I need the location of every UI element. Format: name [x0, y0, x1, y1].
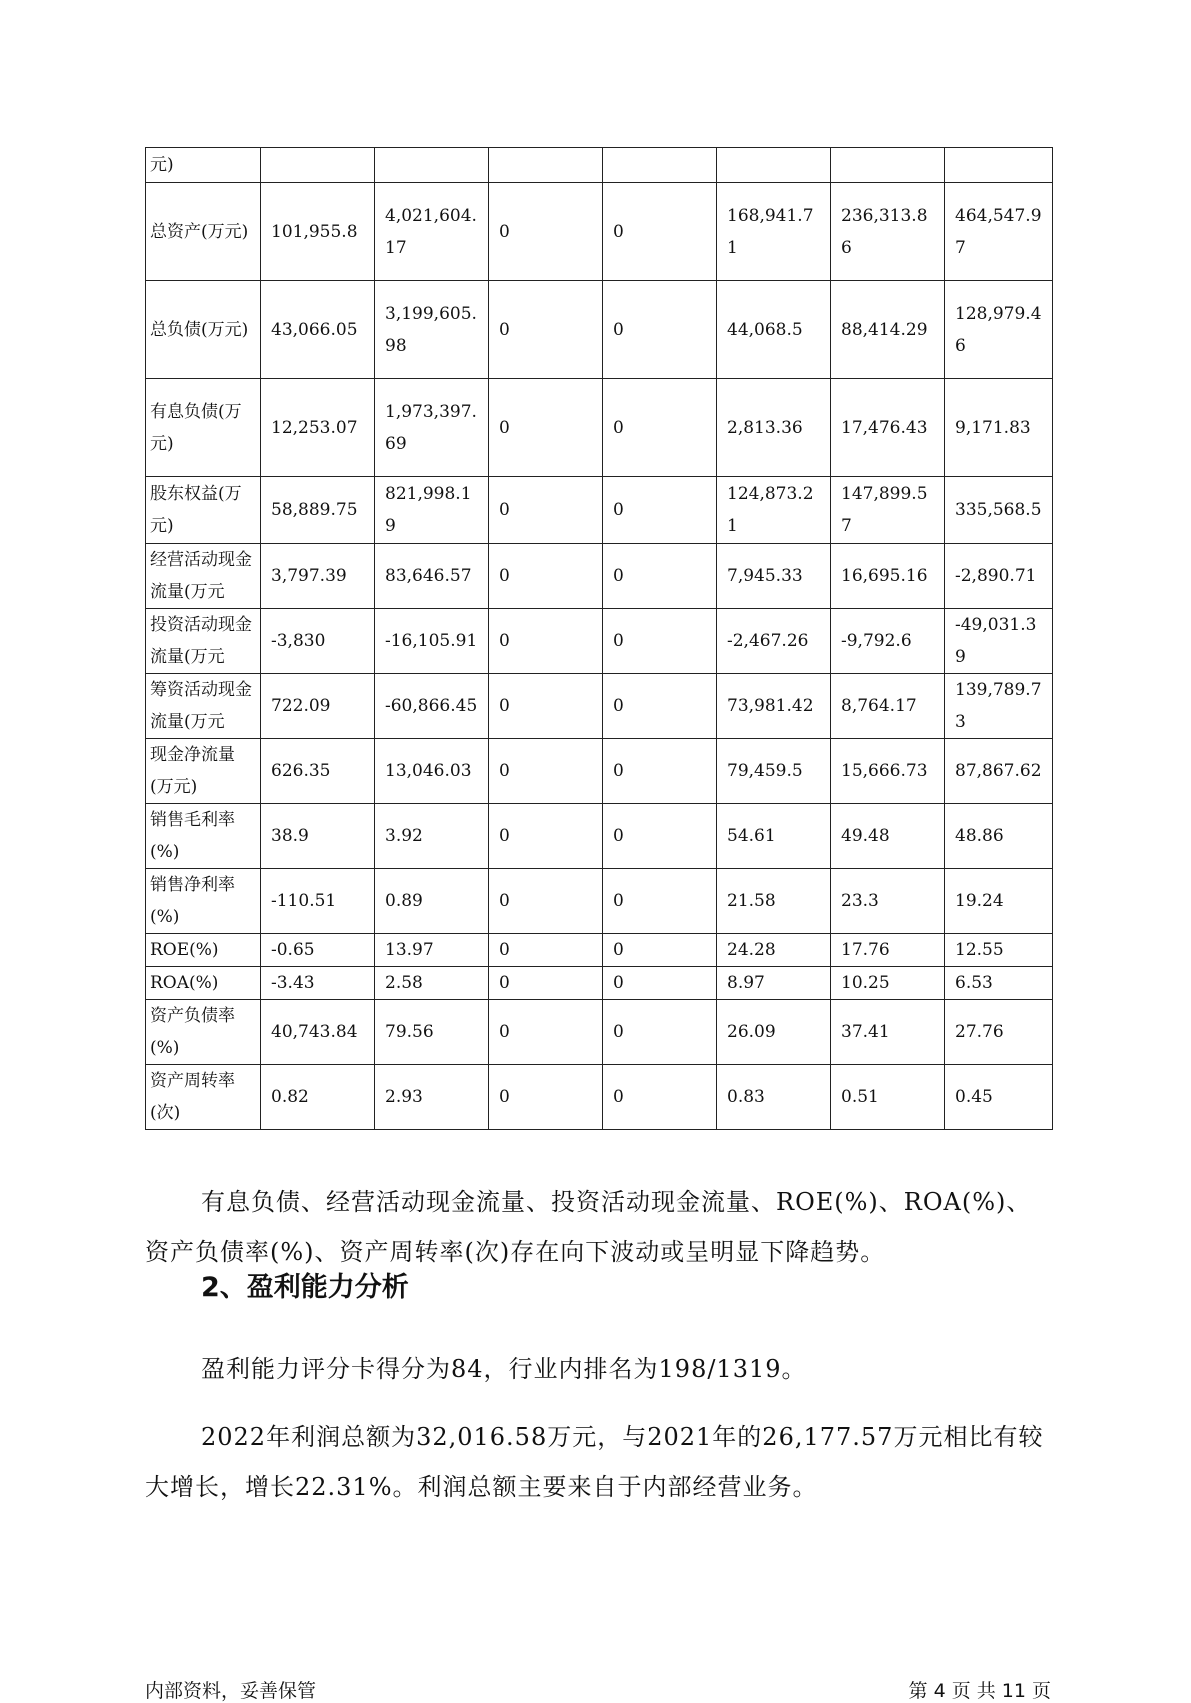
table-cell: 0 — [489, 379, 603, 477]
table-cell — [603, 148, 717, 183]
table-cell: 0.83 — [717, 1065, 831, 1130]
table-cell: 0 — [603, 1000, 717, 1065]
table-cell: 2.58 — [375, 967, 489, 1000]
table-cell: 464,547.97 — [945, 183, 1053, 281]
table-cell: 9,171.83 — [945, 379, 1053, 477]
table-cell: 8,764.17 — [831, 674, 945, 739]
table-cell: -110.51 — [261, 869, 375, 934]
table-cell: 3.92 — [375, 804, 489, 869]
table-row — [146, 934, 1053, 967]
table-cell: 48.86 — [945, 804, 1053, 869]
row-label: 总资产(万元) — [146, 183, 261, 281]
table-cell: 4,021,604.17 — [375, 183, 489, 281]
table-cell: 0 — [603, 1065, 717, 1130]
table-cell: 139,789.73 — [945, 674, 1053, 739]
table-row — [146, 1065, 1053, 1130]
table-row — [146, 477, 1053, 544]
table-cell: 88,414.29 — [831, 281, 945, 379]
table-cell: -60,866.45 — [375, 674, 489, 739]
table-cell: 44,068.5 — [717, 281, 831, 379]
table-cell: 2,813.36 — [717, 379, 831, 477]
table-cell: 10.25 — [831, 967, 945, 1000]
table-cell: 0.45 — [945, 1065, 1053, 1130]
table-cell: 0 — [603, 967, 717, 1000]
table-row — [146, 609, 1053, 674]
table-cell: 0 — [603, 934, 717, 967]
table-cell: 0 — [489, 1065, 603, 1130]
financial-indicators-table — [145, 147, 1053, 1130]
table-cell: 13.97 — [375, 934, 489, 967]
profit-paragraph: 2022年利润总额为32,016.58万元，与2021年的26,177.57万元相比有较大增长，增长22.31%。利润总额主要来自于内部经营业务。 — [145, 1423, 1044, 1501]
table-cell: 168,941.71 — [717, 183, 831, 281]
table-cell: 17.76 — [831, 934, 945, 967]
table-cell: 0 — [603, 379, 717, 477]
table-cell: 37.41 — [831, 1000, 945, 1065]
table-row — [146, 674, 1053, 739]
table-cell: 101,955.8 — [261, 183, 375, 281]
table-cell: 0 — [603, 739, 717, 804]
table-cell: 0 — [603, 869, 717, 934]
table-cell: 0 — [489, 804, 603, 869]
table-cell: 0 — [603, 804, 717, 869]
table-cell: 19.24 — [945, 869, 1053, 934]
table-cell: 626.35 — [261, 739, 375, 804]
table-cell: 16,695.16 — [831, 544, 945, 609]
table-cell: 128,979.46 — [945, 281, 1053, 379]
table-cell: 3,797.39 — [261, 544, 375, 609]
table-cell: 0 — [489, 609, 603, 674]
table-cell: 0 — [489, 967, 603, 1000]
table-cell: -2,890.71 — [945, 544, 1053, 609]
table-row — [146, 804, 1053, 869]
table-cell: 0 — [489, 281, 603, 379]
table-cell: 79.56 — [375, 1000, 489, 1065]
table-cell: 147,899.57 — [831, 477, 945, 544]
table-cell: 0.89 — [375, 869, 489, 934]
table-body — [146, 148, 1053, 1130]
table-cell: 8.97 — [717, 967, 831, 1000]
table-cell: 0 — [603, 281, 717, 379]
table-cell: 722.09 — [261, 674, 375, 739]
table-cell: 49.48 — [831, 804, 945, 869]
table-row — [146, 183, 1053, 281]
table-row — [146, 967, 1053, 1000]
row-label: 销售毛利率(%) — [146, 804, 261, 869]
table-cell — [261, 148, 375, 183]
table-cell — [945, 148, 1053, 183]
table-cell: 38.9 — [261, 804, 375, 869]
table-cell: 54.61 — [717, 804, 831, 869]
table-cell: 0 — [489, 183, 603, 281]
table-cell — [375, 148, 489, 183]
footer-page-number: 第 4 页 共 11 页 — [908, 1680, 1051, 1702]
table-cell: 0 — [489, 674, 603, 739]
row-label: ROE(%) — [146, 934, 261, 967]
table-cell: -3.43 — [261, 967, 375, 1000]
row-label: 资产负债率(%) — [146, 1000, 261, 1065]
table-cell: 0 — [489, 477, 603, 544]
section-heading: 2、盈利能力分析 — [201, 1272, 409, 1303]
row-label: ROA(%) — [146, 967, 261, 1000]
table-cell: 335,568.5 — [945, 477, 1053, 544]
table-cell: 6.53 — [945, 967, 1053, 1000]
table-cell: -49,031.39 — [945, 609, 1053, 674]
table-cell — [489, 148, 603, 183]
table-cell: 3,199,605.98 — [375, 281, 489, 379]
row-label: 现金净流量(万元) — [146, 739, 261, 804]
table-cell: -16,105.91 — [375, 609, 489, 674]
table-cell: 24.28 — [717, 934, 831, 967]
table-cell: -2,467.26 — [717, 609, 831, 674]
table-cell: 7,945.33 — [717, 544, 831, 609]
table-row — [146, 281, 1053, 379]
table-cell: 79,459.5 — [717, 739, 831, 804]
table-cell: 0 — [603, 544, 717, 609]
table-cell: -9,792.6 — [831, 609, 945, 674]
table-cell: 2.93 — [375, 1065, 489, 1130]
table-cell — [717, 148, 831, 183]
table-cell: 0 — [603, 609, 717, 674]
table-row — [146, 544, 1053, 609]
table-cell: 58,889.75 — [261, 477, 375, 544]
table-cell: 73,981.42 — [717, 674, 831, 739]
table-cell: 124,873.21 — [717, 477, 831, 544]
row-label: 股东权益(万元) — [146, 477, 261, 544]
table-row — [146, 869, 1053, 934]
table-cell: 21.58 — [717, 869, 831, 934]
table-cell: -0.65 — [261, 934, 375, 967]
table-cell — [831, 148, 945, 183]
table-cell: 0 — [489, 544, 603, 609]
table-cell: 0.51 — [831, 1065, 945, 1130]
table-row — [146, 739, 1053, 804]
table-cell: 0 — [489, 869, 603, 934]
row-label: 有息负债(万元) — [146, 379, 261, 477]
row-label: 总负债(万元) — [146, 281, 261, 379]
table-row — [146, 148, 1053, 183]
table-cell: 43,066.05 — [261, 281, 375, 379]
table-cell: 83,646.57 — [375, 544, 489, 609]
row-label: 销售净利率(%) — [146, 869, 261, 934]
trend-summary-paragraph: 有息负债、经营活动现金流量、投资活动现金流量、ROE(%)、ROA(%)、资产负债率(%)、资产周转率(次)存在向下波动或呈明显下降趋势。 — [145, 1188, 1032, 1266]
table-row — [146, 379, 1053, 477]
table-cell: -3,830 — [261, 609, 375, 674]
row-label: 筹资活动现金流量(万元 — [146, 674, 261, 739]
table-cell: 26.09 — [717, 1000, 831, 1065]
table-cell: 0.82 — [261, 1065, 375, 1130]
table-cell: 40,743.84 — [261, 1000, 375, 1065]
table-cell: 0 — [603, 674, 717, 739]
table-cell: 12,253.07 — [261, 379, 375, 477]
table-row — [146, 1000, 1053, 1065]
row-label: 经营活动现金流量(万元 — [146, 544, 261, 609]
footer-confidential: 内部资料，妥善保管 — [145, 1680, 317, 1702]
row-label: 元) — [146, 148, 261, 183]
table-cell: 0 — [489, 934, 603, 967]
table-cell: 0 — [603, 477, 717, 544]
score-paragraph: 盈利能力评分卡得分为84，行业内排名为198/1319。 — [201, 1355, 807, 1383]
table-cell: 17,476.43 — [831, 379, 945, 477]
table-cell: 13,046.03 — [375, 739, 489, 804]
table-cell: 236,313.86 — [831, 183, 945, 281]
table-cell: 15,666.73 — [831, 739, 945, 804]
table-cell: 0 — [489, 739, 603, 804]
table-cell: 1,973,397.69 — [375, 379, 489, 477]
table-cell: 23.3 — [831, 869, 945, 934]
table-cell: 12.55 — [945, 934, 1053, 967]
table-cell: 821,998.19 — [375, 477, 489, 544]
row-label: 资产周转率(次) — [146, 1065, 261, 1130]
table-cell: 87,867.62 — [945, 739, 1053, 804]
table-cell: 0 — [489, 1000, 603, 1065]
table-cell: 0 — [603, 183, 717, 281]
row-label: 投资活动现金流量(万元 — [146, 609, 261, 674]
table-cell: 27.76 — [945, 1000, 1053, 1065]
